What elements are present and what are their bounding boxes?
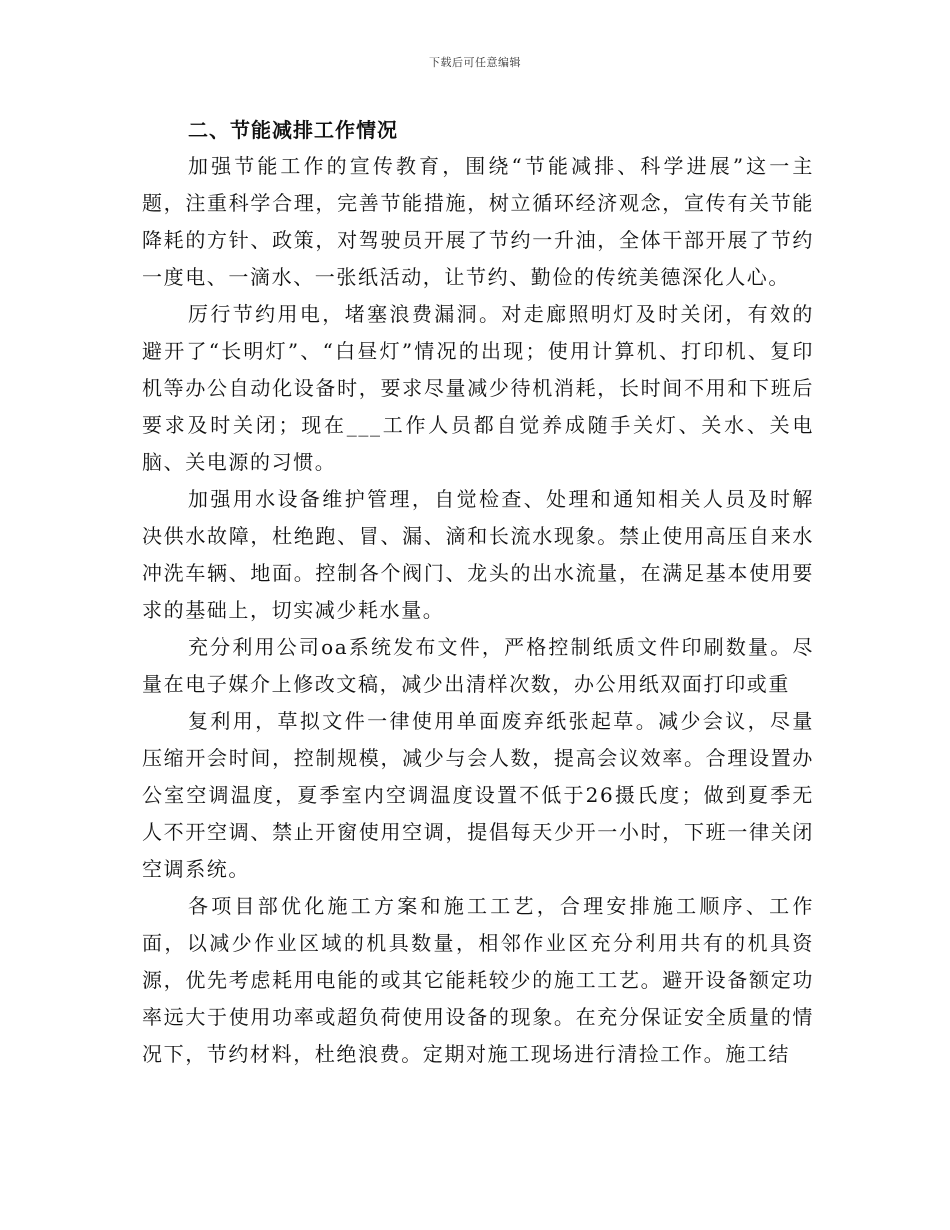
paragraph-paper: 充分利用公司oa系统发布文件，严格控制纸质文件印刷数量。尽量在电子媒介上修改文稿，减少出清样次数，办公用纸双面打印或重 xyxy=(142,635,814,696)
paragraph-construction: 各项目部优化施工方案和施工工艺，合理安排施工顺序、工作面，以减少作业区域的机具数量，相邻作业区充分利用共有的机具资源，优先考虑耗用电能的或其它能耗较少的施工工艺。避开设备额定功率远大于使用功率或超负荷使用设备的现象。在充分保证安全质量的情况下，节约材料，杜绝浪费。定期对施工现场进行清捡工作。施工结 xyxy=(142,894,814,1066)
paragraph-water: 加强用水设备维护管理，自觉检查、处理和通知相关人员及时解决供水故障，杜绝跑、冒、漏、滴和长流水现象。禁止使用高压自来水冲洗车辆、地面。控制各个阀门、龙头的出水流量，在满足基本使用要求的基础上，切实减少耗水量。 xyxy=(142,487,814,622)
paragraph-publicity: 加强节能工作的宣传教育，围绕“节能减排、科学进展”这一主题，注重科学合理，完善节能措施，树立循环经济观念，宣传有关节能降耗的方针、政策，对驾驶员开展了节约一升油，全体干部开展了节约一度电、一滴水、一张纸活动，让节约、勤俭的传统美德深化人心。 xyxy=(142,154,814,289)
page-header: 下载后可任意编辑 xyxy=(429,56,521,69)
paragraph-meetings-aircon: 复利用，草拟文件一律使用单面废弃纸张起草。减少会议，尽量压缩开会时间，控制规模，减少与会人数，提高会议效率。合理设置办公室空调温度，夏季室内空调温度设置不低于26摄氏度；做到夏季无人不开空调、禁止开窗使用空调，提倡每天少开一小时，下班一律关闭空调系统。 xyxy=(142,709,814,881)
paragraph-electricity: 厉行节约用电，堵塞浪费漏洞。对走廊照明灯及时关闭，有效的避开了“长明灯”、“白昼灯”情况的出现；使用计算机、打印机、复印机等办公自动化设备时，要求尽量减少待机消耗，长时间不用和下班后要求及时关闭；现在___工作人员都自觉养成随手关灯、关水、关电脑、关电源的习惯。 xyxy=(142,302,814,474)
document-body xyxy=(142,112,814,1073)
section-heading: 二、节能减排工作情况 xyxy=(188,118,398,142)
